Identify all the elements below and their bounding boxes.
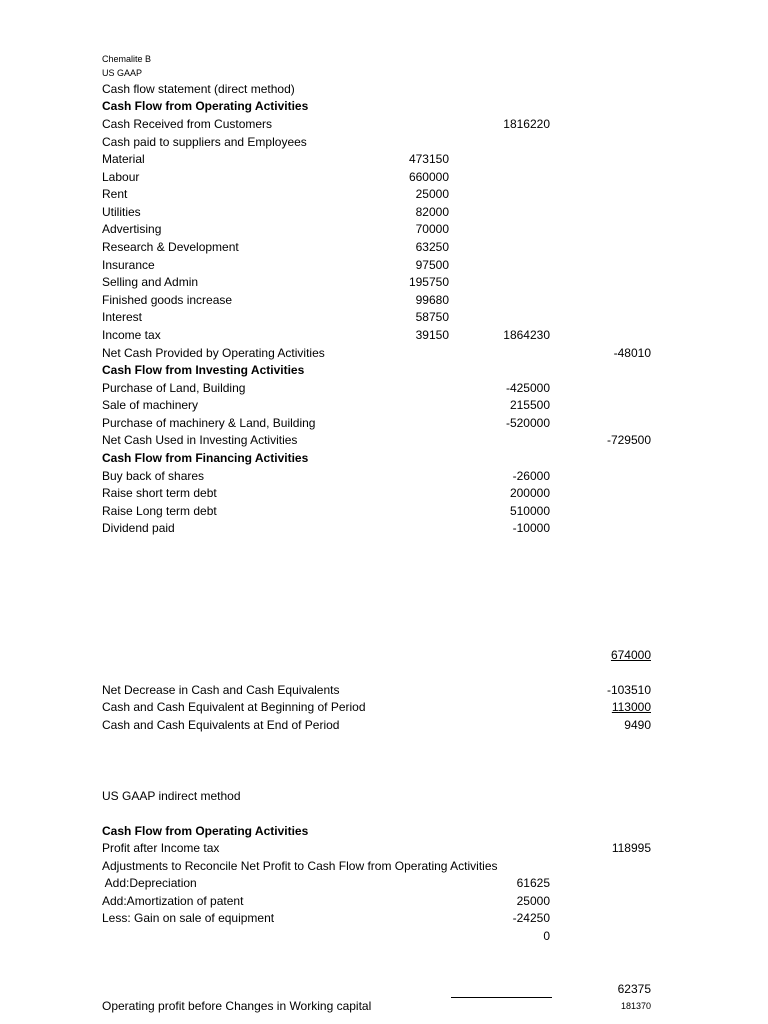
expense-label-income-tax: Income tax [102,328,161,342]
adjustment-value-depreciation: 61625 [516,876,550,890]
expense-value-material: 473150 [408,152,449,166]
financing-label-long-debt: Raise Long term debt [102,504,217,518]
direct-method-title: Cash flow statement (direct method) [102,82,295,96]
investing-label-sale-machinery: Sale of machinery [102,398,199,412]
expense-value-interest: 58750 [415,310,449,324]
expense-value-insurance: 97500 [415,258,449,272]
expense-label-selling-admin: Selling and Admin [102,275,199,289]
expense-value-research: 63250 [415,240,449,254]
cash-received-value: 1816220 [503,117,550,131]
adjustments-label: Adjustments to Reconcile Net Profit to Cash Flow from Operating Activities [102,859,498,873]
investing-heading: Cash Flow from Investing Activities [102,363,305,377]
investing-value-purchase-machinery: -520000 [505,416,550,430]
beginning-cash-label: Cash and Cash Equivalent at Beginning of Period [102,700,366,714]
net-financing-value: 674000 [610,648,651,662]
financing-value-buyback: -26000 [512,469,550,483]
summation-rule [451,997,552,998]
expense-label-rent: Rent [102,187,128,201]
adjustment-value-gain-sale: -24250 [512,911,550,925]
expense-label-interest: Interest [102,310,143,324]
operating-profit-value: 181370 [620,1001,651,1011]
adjustment-zero-value: 0 [543,929,550,943]
net-decrease-label: Net Decrease in Cash and Cash Equivalents [102,683,340,697]
end-cash-value: 9490 [624,718,651,732]
financing-label-buyback: Buy back of shares [102,469,205,483]
company-name: Chemalite B [102,54,152,64]
financing-label-short-debt: Raise short term debt [102,486,217,500]
profit-after-tax-value: 118995 [611,841,651,855]
profit-after-tax-label: Profit after Income tax [102,841,220,855]
adjustment-label-depreciation: Add:Depreciation [102,876,197,890]
investing-value-sale-machinery: 215500 [509,398,550,412]
cash-paid-label: Cash paid to suppliers and Employees [102,135,307,149]
financing-value-long-debt: 510000 [509,504,550,518]
expense-label-labour: Labour [102,170,140,184]
net-investing-label: Net Cash Used in Investing Activities [102,433,298,447]
operating-profit-label: Operating profit before Changes in Working capital [102,999,372,1013]
adjustment-label-amortization: Add:Amortization of patent [102,894,244,908]
expense-value-advertising: 70000 [415,222,449,236]
operating-heading: Cash Flow from Operating Activities [102,99,309,113]
expense-value-labour: 660000 [408,170,449,184]
investing-label-purchase-machinery: Purchase of machinery & Land, Building [102,416,316,430]
adjustment-label-gain-sale: Less: Gain on sale of equipment [102,911,275,925]
expense-value-rent: 25000 [415,187,449,201]
expense-label-advertising: Advertising [102,222,162,236]
investing-value-land: -425000 [505,381,550,395]
net-operating-value: -48010 [613,346,651,360]
expense-value-utilities: 82000 [415,205,449,219]
accounting-standard: US GAAP [102,68,143,78]
net-operating-label: Net Cash Provided by Operating Activities [102,346,325,360]
adjustments-total: 62375 [617,982,651,996]
financing-heading: Cash Flow from Financing Activities [102,451,309,465]
indirect-method-title: US GAAP indirect method [102,789,241,803]
expense-label-insurance: Insurance [102,258,155,272]
financing-label-dividend: Dividend paid [102,521,175,535]
financing-value-short-debt: 200000 [509,486,550,500]
net-investing-value: -729500 [606,433,651,447]
net-decrease-value: -103510 [606,683,651,697]
beginning-cash-value: 113000 [611,700,651,714]
expense-label-research: Research & Development [102,240,239,254]
end-cash-label: Cash and Cash Equivalents at End of Period [102,718,340,732]
adjustment-value-amortization: 25000 [516,894,550,908]
expense-value-income-tax: 39150 [415,328,449,342]
expense-value-selling-admin: 195750 [408,275,449,289]
expense-label-finished-goods: Finished goods increase [102,293,233,307]
expenses-total: 1864230 [503,328,550,342]
indirect-operating-heading: Cash Flow from Operating Activities [102,824,309,838]
expense-value-finished-goods: 99680 [415,293,449,307]
investing-label-land: Purchase of Land, Building [102,381,246,395]
expense-label-utilities: Utilities [102,205,141,219]
cash-received-label: Cash Received from Customers [102,117,273,131]
expense-label-material: Material [102,152,145,166]
financing-value-dividend: -10000 [512,521,550,535]
